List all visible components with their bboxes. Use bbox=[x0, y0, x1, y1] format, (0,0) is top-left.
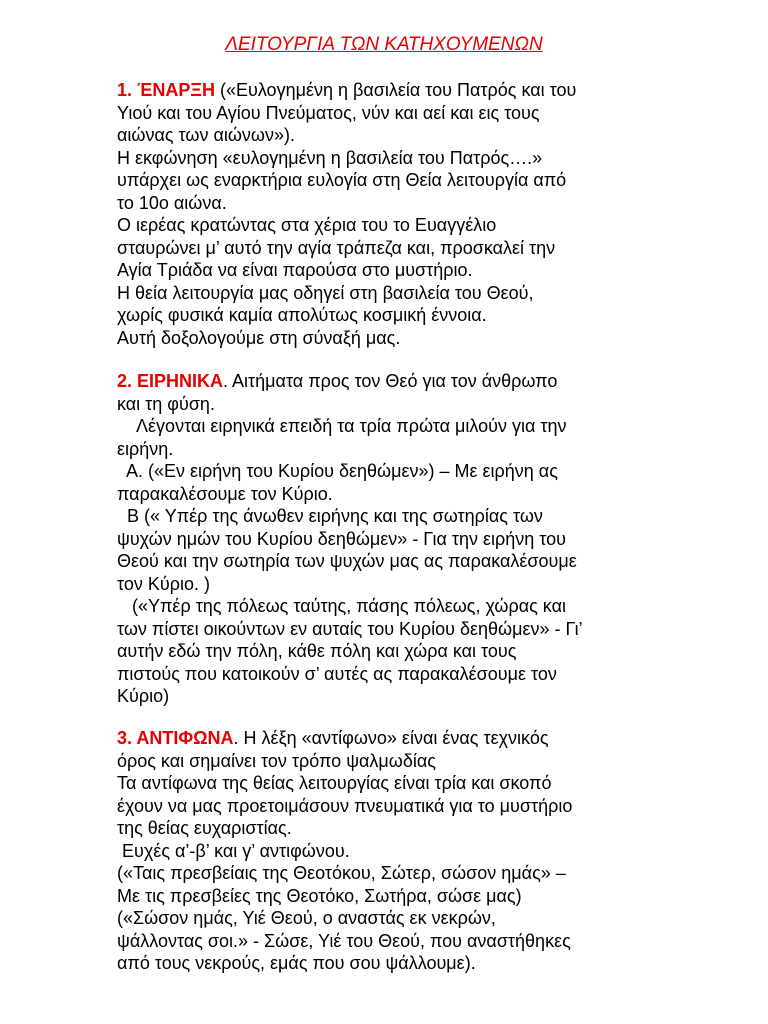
paragraph-line: σταυρώνει μ’ αυτό την αγία τράπεζα και, προσκαλεί την bbox=[117, 237, 556, 258]
paragraph-line: Αυτή δοξολογούμε στη σύναξή μας. bbox=[117, 327, 401, 348]
section-first-line-text: . Η λέξη «αντίφωνο» είναι ένας τεχνικός bbox=[233, 728, 549, 748]
section-first-line bbox=[117, 370, 757, 393]
paragraph-line: Η θεία λειτουργία μας οδηγεί στη βασιλεία του Θεού, bbox=[117, 282, 534, 303]
paragraph-line: («Σώσον ημάς, Υιέ Θεού, ο αναστάς εκ νεκρών, bbox=[117, 908, 496, 928]
paragraph-line: αιώνας των αιώνων»). bbox=[117, 125, 295, 145]
document-title: ΛΕΙΤΟΥΡΓΙΑ ΤΩΝ ΚΑΤΗΧΟΥΜΕΝΩΝ bbox=[225, 34, 543, 55]
paragraph-line: όρος και σημαίνει τον τρόπο ψαλμωδίας bbox=[117, 750, 436, 771]
paragraph-line: ειρήνη. bbox=[117, 438, 174, 459]
section-heading: 1. ΈΝΑΡΞΗ bbox=[117, 80, 215, 100]
paragraph-line: χωρίς φυσικά καμία απολύτως κοσμική έννοια. bbox=[117, 305, 487, 325]
section-heading: 2. ΕΙΡΗΝΙΚΑ bbox=[117, 371, 224, 391]
section-eirinika bbox=[117, 370, 757, 708]
paragraph-line: τον Κύριο. ) bbox=[117, 573, 210, 594]
paragraph-line: Με τις πρεσβείες της Θεοτόκο, Σωτήρα, σώσε μας) bbox=[117, 885, 522, 906]
paragraph-line: Υιού και του Αγίου Πνεύματος, νύν και αεί και εις τους bbox=[117, 102, 540, 123]
paragraph-line: Λέγονται ειρηνικά επειδή τα τρία πρώτα μιλούν για την bbox=[117, 416, 567, 436]
paragraph-line: ψυχών ημών του Κυρίου δεηθώμεν» - Για την ειρήνη του bbox=[117, 528, 566, 549]
section-heading: 3. ΑΝΤΙΦΩΝΑ bbox=[117, 728, 234, 748]
paragraph-line: Β (« Υπέρ της άνωθεν ειρήνης και της σωτηρίας των bbox=[117, 506, 543, 526]
paragraph-line: Αγία Τριάδα να είναι παρούσα στο μυστήριο. bbox=[117, 260, 473, 280]
paragraph-line: («Υπέρ της πόλεως ταύτης, πάσης πόλεως, χώρας και bbox=[117, 596, 566, 616]
paragraph-line: πιστούς που κατοικούν σ’ αυτές ας παρακαλέσουμε τον bbox=[117, 663, 557, 684]
section-first-line bbox=[117, 79, 757, 102]
section-first-line-text: . Αιτήματα προς τον Θεό για τον άνθρωπο bbox=[223, 371, 558, 391]
paragraph-line: αυτήν εδώ την πόλη, κάθε πόλη και χώρα και τους bbox=[117, 641, 517, 661]
paragraph-line: της θείας ευχαριστίας. bbox=[117, 818, 292, 838]
section-first-line-text: («Ευλογημένη η βασιλεία του Πατρός και του bbox=[214, 80, 577, 100]
section-antifona bbox=[117, 727, 757, 975]
paragraph-line: Ο ιερέας κρατώντας στα χέρια του το Ευαγγέλιο bbox=[117, 215, 497, 235]
paragraph-line: Κύριο) bbox=[117, 686, 170, 706]
paragraph-line: και τη φύση. bbox=[117, 393, 215, 414]
paragraph-line: το 10ο αιώνα. bbox=[117, 192, 227, 213]
paragraph-line: («Ταις πρεσβείαις της Θεοτόκου, Σώτερ, σώσον ημάς» – bbox=[117, 863, 566, 883]
paragraph-line: από τους νεκρούς, εμάς που σου ψάλλουμε). bbox=[117, 953, 476, 973]
section-first-line bbox=[117, 727, 757, 750]
paragraph-line: Α. («Εν ειρήνη του Κυρίου δεηθώμεν») – Με ειρήνη ας bbox=[117, 461, 558, 481]
paragraph-line: Θεού και την σωτηρία των ψυχών μας ας παρακαλέσουμε bbox=[117, 551, 577, 571]
paragraph-line: Η εκφώνηση «ευλογημένη η βασιλεία του Πατρός….» bbox=[117, 147, 543, 168]
paragraph-line: έχουν να μας προετοιμάσουν πνευματικά για το μυστήριο bbox=[117, 795, 573, 816]
paragraph-line: Ευχές α’-β’ και γ’ αντιφώνου. bbox=[117, 840, 350, 861]
paragraph-line: παρακαλέσουμε τον Κύριο. bbox=[117, 483, 333, 504]
paragraph-line: Τα αντίφωνα της θείας λειτουργίας είναι τρία και σκοπό bbox=[117, 773, 552, 793]
paragraph-line: των πίστει οικούντων εν αυταίς του Κυρίου δεηθώμεν» - Γι’ bbox=[117, 618, 583, 639]
section-enarxi bbox=[117, 79, 757, 349]
paragraph-line: ψάλλοντας σοι.» - Σώσε, Υιέ του Θεού, που αναστήθηκες bbox=[117, 930, 571, 951]
paragraph-line: υπάρχει ως εναρκτήρια ευλογία στη Θεία λειτουργία από bbox=[117, 170, 567, 190]
